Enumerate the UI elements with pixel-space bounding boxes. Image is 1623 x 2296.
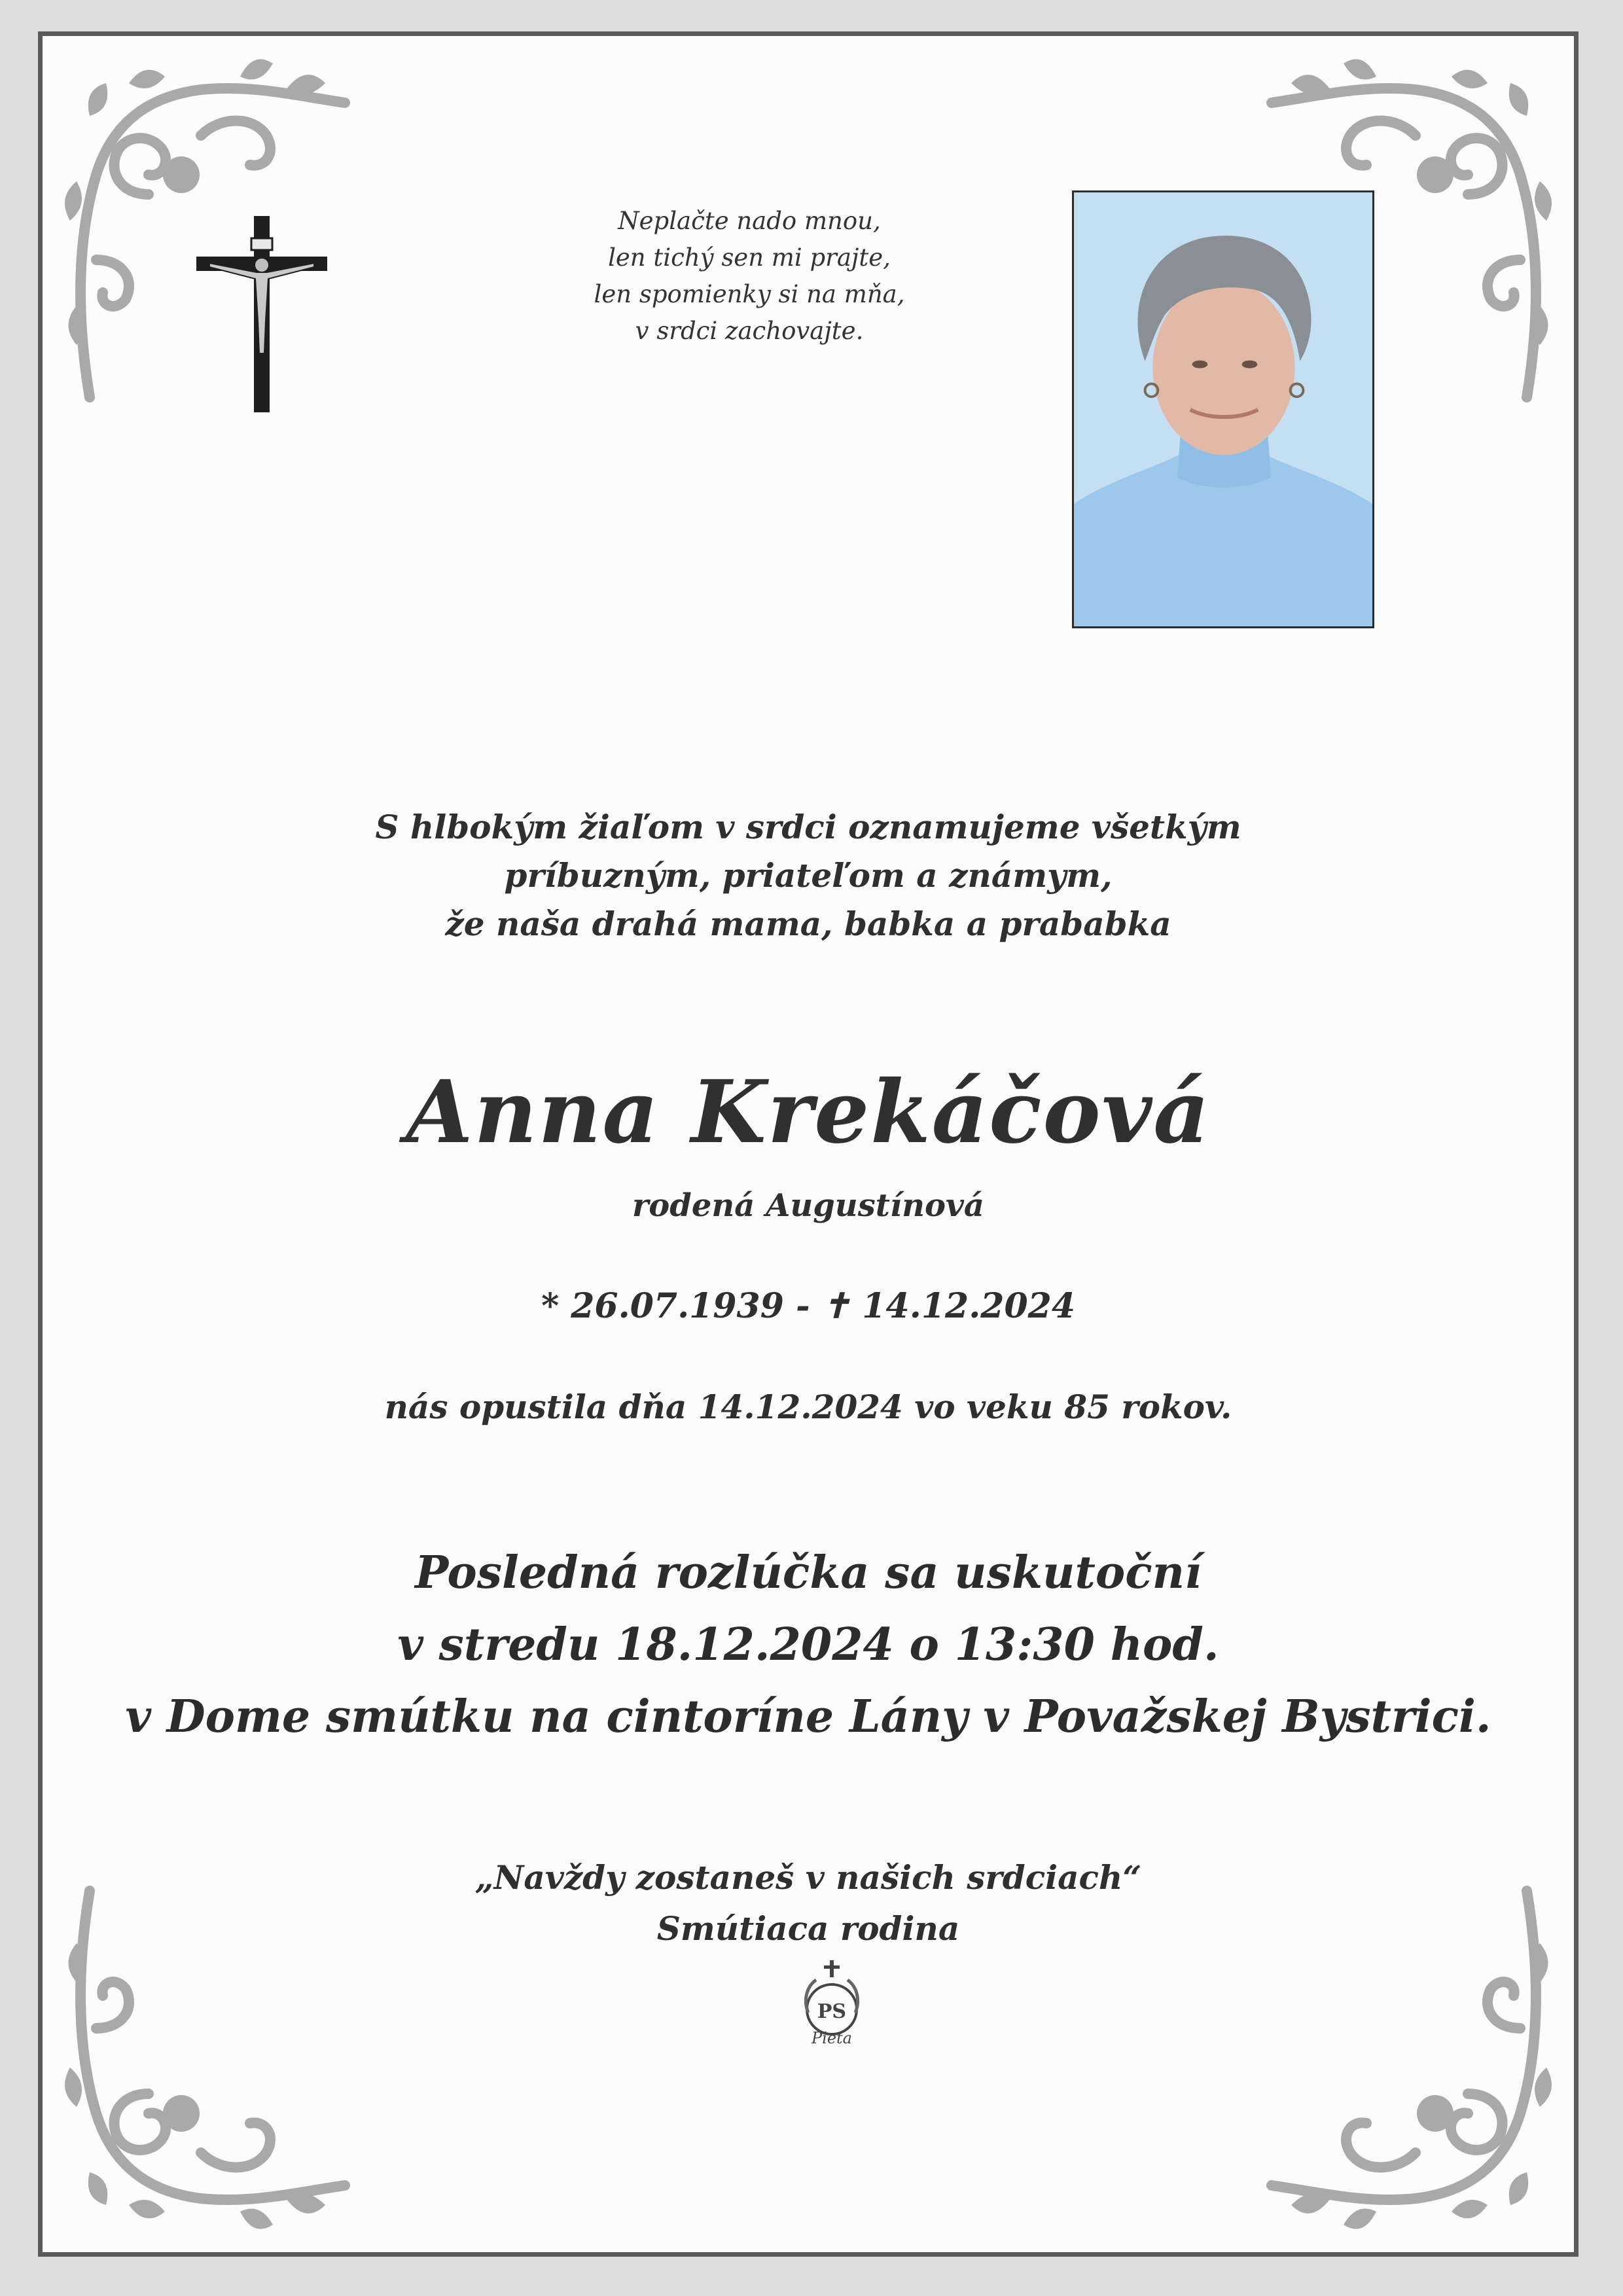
closing-quote: „Navždy zostaneš v našich srdciach“ [474,1858,1142,1897]
pieta-logo [794,1944,870,2062]
maiden-name [43,1185,1574,1227]
closing [43,1852,1574,1954]
logo-monogram: PS [817,2000,847,2023]
poem-line: v srdci zachovajte. [635,317,864,345]
maiden-name-text: rodená Augustínová [632,1187,985,1224]
funeral-details [43,1537,1574,1753]
funeral-line: Posledná rozlúčka sa uskutoční [415,1547,1202,1599]
portrait-photo [1072,190,1374,628]
life-dates [43,1283,1574,1329]
announcement-line: S hlbokým žiaľom v srdci oznamujeme všetkým [375,808,1241,846]
closing-signature: Smútiaca rodina [656,1909,960,1948]
poem-line: len tichý sen mi prajte, [608,243,891,272]
announcement-line: príbuzným, priateľom a známym, [504,856,1113,895]
deceased-name-text: Anna Krekáčová [406,1062,1211,1163]
announcement-line: že naša drahá mama, babka a prababka [445,905,1171,943]
crucifix-icon [196,216,327,412]
life-dates-text: * 26.07.1939 - ✝ 14.12.2024 [541,1286,1076,1326]
poem-line: len spomienky si na mňa, [594,280,905,308]
portrait-image [1074,192,1372,626]
funeral-line: v stredu 18.12.2024 o 13:30 hod. [397,1619,1219,1671]
funeral-line: v Dome smútku na cintoríne Lány v Považskej Bystrici. [125,1691,1491,1743]
passing-statement-text: nás opustila dňa 14.12.2024 vo veku 85 rokov. [384,1388,1232,1426]
announcement [43,803,1574,948]
poem-line: Neplačte nado mnou, [618,207,881,235]
logo-label: Pieta [812,2029,852,2047]
deceased-name [43,1057,1574,1168]
passing-statement [43,1384,1574,1430]
obituary-sheet [38,31,1578,2257]
poem [501,203,998,350]
crucifix [196,216,327,412]
